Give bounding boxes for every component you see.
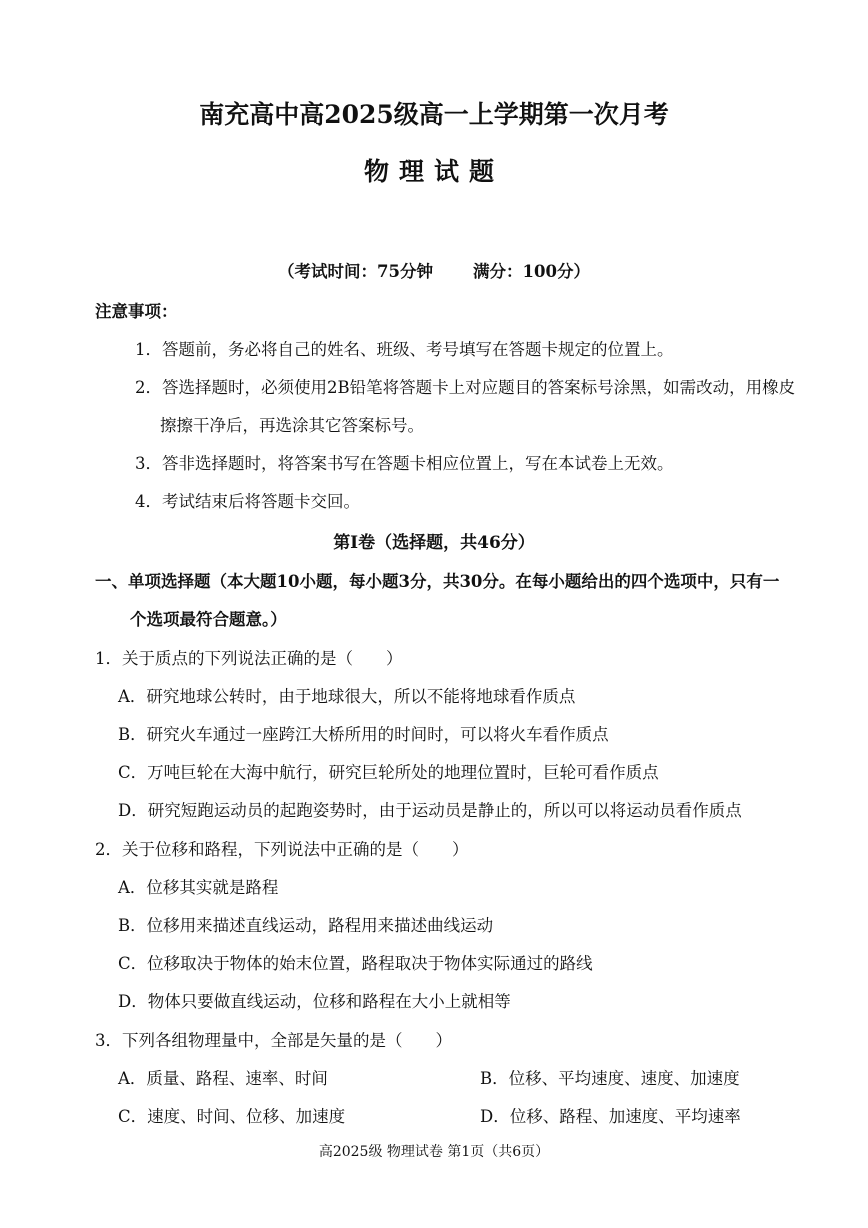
- notice-item-2-cont: 擦擦干净后，再选涂其它答案标号。: [160, 416, 424, 435]
- page-footer: 高2025级 物理试卷 第1页（共6页）: [318, 1144, 550, 1160]
- notice-item-4: 4．考试结束后将答题卡交回。: [135, 492, 360, 511]
- question-3-option-b: B．位移、平均速度、速度、加速度: [480, 1069, 740, 1088]
- question-1-option-a: A．研究地球公转时，由于地球很大，所以不能将地球看作质点: [118, 687, 576, 706]
- question-2-option-c: C．位移取决于物体的始末位置，路程取决于物体实际通过的路线: [118, 954, 593, 973]
- question-2-option-d: D．物体只要做直线运动，位移和路程在大小上就相等: [118, 992, 511, 1011]
- exam-time: （考试时间：75分钟: [278, 262, 433, 281]
- question-3-option-a: A．质量、路程、速率、时间: [118, 1069, 328, 1088]
- notice-item-1: 1．答题前，务必将自己的姓名、班级、考号填写在答题卡规定的位置上。: [135, 340, 674, 359]
- question-1-option-d: D．研究短跑运动员的起跑姿势时，由于运动员是静止的，所以可以将运动员看作质点: [118, 801, 742, 820]
- subject-title: 物理试题: [363, 157, 504, 186]
- question-1-option-b: B．研究火车通过一座跨江大桥所用的时间时，可以将火车看作质点: [118, 725, 609, 744]
- question-3-option-d: D．位移、路程、加速度、平均速率: [480, 1107, 741, 1126]
- question-2-stem: 2．关于位移和路程，下列说法中正确的是（ ）: [95, 840, 469, 859]
- notice-item-3: 3．答非选择题时，将答案书写在答题卡相应位置上，写在本试卷上无效。: [135, 454, 674, 473]
- exam-title: 南充高中高2025级高一上学期第一次月考: [199, 100, 669, 129]
- question-3-stem: 3．下列各组物理量中，全部是矢量的是（ ）: [95, 1031, 452, 1050]
- section-heading-line1: 一、单项选择题（本大题10小题，每小题3分，共30分。在每小题给出的四个选项中，只有一: [95, 572, 780, 591]
- question-2-option-a: A．位移其实就是路程: [118, 878, 279, 897]
- question-3-option-c: C．速度、时间、位移、加速度: [118, 1107, 346, 1126]
- question-1-stem: 1．关于质点的下列说法正确的是（ ）: [95, 649, 403, 668]
- part1-title: 第Ⅰ卷（选择题，共46分）: [333, 533, 535, 553]
- section-heading-line2: 个选项最符合题意。）: [130, 610, 287, 629]
- question-2-option-b: B．位移用来描述直线运动，路程用来描述曲线运动: [118, 916, 494, 935]
- notice-item-2: 2．答选择题时，必须使用2B铅笔将答题卡上对应题目的答案标号涂黑，如需改动，用橡皮: [135, 378, 796, 397]
- question-1-option-c: C．万吨巨轮在大海中航行，研究巨轮所处的地理位置时，巨轮可看作质点: [118, 763, 659, 782]
- exam-info: [0, 258, 868, 282]
- notice-heading: 注意事项：: [95, 302, 178, 321]
- full-score: 满分：100分）: [473, 262, 590, 281]
